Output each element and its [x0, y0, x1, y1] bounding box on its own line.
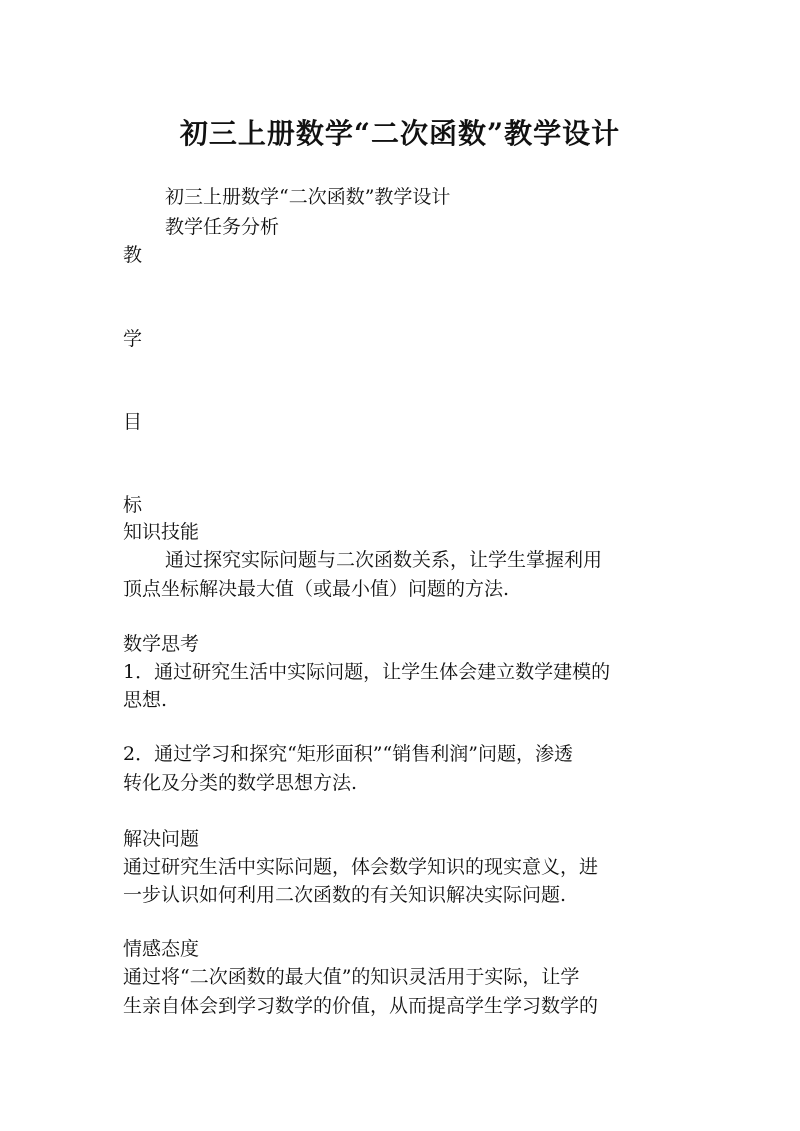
- math-thinking-item1-line-1: 1．通过研究生活中实际问题，让学生体会建立数学建模的: [123, 661, 611, 683]
- knowledge-line-1: 通过探究实际问题与二次函数关系，让学生掌握利用: [165, 549, 603, 571]
- objective-char-2: 学: [123, 328, 143, 350]
- math-thinking-item2-line-2: 转化及分类的数学思想方法.: [123, 772, 358, 794]
- objective-char-4: 标: [123, 494, 143, 516]
- problem-solving-line-2: 一步认识如何利用二次函数的有关知识解决实际问题.: [123, 884, 567, 906]
- objective-char-3: 目: [123, 411, 143, 433]
- document-title: 初三上册数学“二次函数”教学设计: [179, 117, 621, 150]
- problem-solving-heading: 解决问题: [123, 828, 200, 850]
- attitude-line-2: 生亲自体会到学习数学的价值，从而提高学生学习数学的: [123, 995, 599, 1017]
- attitude-heading: 情感态度: [123, 938, 200, 960]
- math-thinking-item2-line-1: 2．通过学习和探究“矩形面积”“销售利润”问题，渗透: [123, 743, 573, 765]
- task-analysis-heading: 教学任务分析: [165, 216, 280, 238]
- math-thinking-item1-line-2: 思想.: [123, 689, 168, 711]
- attitude-line-1: 通过将“二次函数的最大值”的知识灵活用于实际，让学: [123, 966, 580, 988]
- knowledge-heading: 知识技能: [123, 521, 200, 543]
- math-thinking-heading: 数学思考: [123, 633, 200, 655]
- objective-char-1: 教: [123, 244, 143, 266]
- knowledge-line-2: 顶点坐标解决最大值（或最小值）问题的方法.: [123, 578, 510, 600]
- subtitle: 初三上册数学“二次函数”教学设计: [165, 186, 451, 208]
- problem-solving-line-1: 通过研究生活中实际问题，体会数学知识的现实意义，进: [123, 856, 599, 878]
